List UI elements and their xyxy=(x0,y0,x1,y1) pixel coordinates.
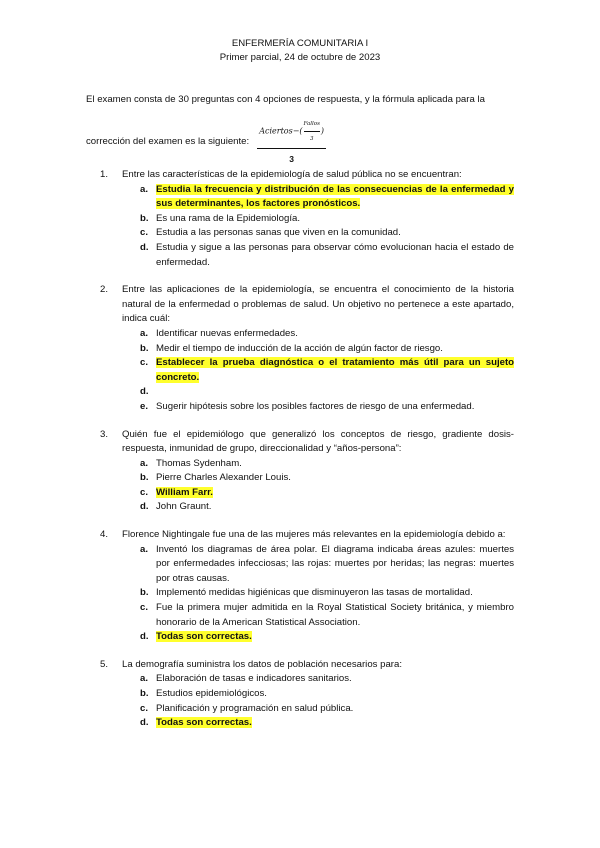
option-text: Estudia y sigue a las personas para observar cómo evolucionan hacia el estado de enfermedad. xyxy=(156,241,514,268)
option-letter: d. xyxy=(140,241,149,253)
option-d xyxy=(100,630,514,645)
question-3 xyxy=(100,428,514,516)
option-b xyxy=(100,342,514,357)
option-letter: b. xyxy=(140,587,149,599)
intro-line-2: corrección del examen es la siguiente: xyxy=(86,135,250,147)
question-text: La demografía suministra los datos de población necesarios para: xyxy=(122,658,402,670)
option-e xyxy=(100,400,514,415)
option-b xyxy=(100,212,514,227)
question-number: 4. xyxy=(100,529,109,541)
option-a xyxy=(100,327,514,342)
formula-aciertos: Aciertos−( xyxy=(259,126,303,136)
option-d xyxy=(100,716,514,731)
option-text: Identificar nuevas enfermedades. xyxy=(156,327,298,339)
option-list xyxy=(100,543,514,645)
option-c xyxy=(100,226,514,241)
question-2 xyxy=(100,283,514,414)
option-b xyxy=(100,687,514,702)
option-text: Medir el tiempo de inducción de la acción de algún factor de riesgo. xyxy=(156,342,443,354)
option-letter: b. xyxy=(140,472,149,484)
option-letter: a. xyxy=(140,327,149,339)
option-letter: e. xyxy=(140,400,149,412)
question-text: Quién fue el epidemiólogo que generalizó los conceptos de riesgo, gradiente dosis-respuesta, inmunidad de grupo, direccionalidad y “años-persona”: xyxy=(122,428,514,455)
option-a xyxy=(100,543,514,587)
option-a xyxy=(100,672,514,687)
option-letter: b. xyxy=(140,342,149,354)
scoring-formula xyxy=(257,117,326,166)
question-4 xyxy=(100,528,514,645)
option-letter: d. xyxy=(140,501,149,513)
option-c xyxy=(100,356,514,385)
option-letter: c. xyxy=(140,486,149,498)
option-a xyxy=(100,457,514,472)
option-letter: a. xyxy=(140,183,149,195)
correct-answer-text: Todas son correctas. xyxy=(156,631,252,643)
formula-denominator: 3 xyxy=(289,154,294,164)
option-letter: b. xyxy=(140,212,149,224)
option-text: Fue la primera mujer admitida en la Royal Statistical Society británica, y miembro honorario de la American Statistical Association. xyxy=(156,602,514,628)
option-text: Thomas Sydenham. xyxy=(156,457,242,469)
formula-fallos-divisor: 3 xyxy=(309,136,314,142)
option-letter: c. xyxy=(140,702,149,714)
correct-answer-text: William Farr. xyxy=(156,486,213,498)
option-text: Planificación y programación en salud pública. xyxy=(156,702,354,714)
option-list xyxy=(100,672,514,730)
option-text: Elaboración de tasas e indicadores sanitarios. xyxy=(156,673,352,685)
option-d xyxy=(100,241,514,270)
option-letter: c. xyxy=(140,602,149,614)
question-list xyxy=(100,168,514,744)
question-5 xyxy=(100,658,514,731)
question-text: Florence Nightingale fue una de las mujeres más relevantes en la epidemiología debido a: xyxy=(122,529,506,541)
question-text: Entre las aplicaciones de la epidemiología, se encuentra el conocimiento de la historia natural de la enfermedad o problemas de salud. Un objetivo no pertenece a este apartado, indica cuál: xyxy=(122,284,514,325)
option-letter: b. xyxy=(140,688,149,699)
option-b xyxy=(100,586,514,601)
formula-fallos: Fallos xyxy=(304,117,320,132)
option-letter: a. xyxy=(140,673,149,685)
question-number: 2. xyxy=(100,284,109,296)
option-d xyxy=(100,385,514,400)
option-c xyxy=(100,486,514,501)
intro-paragraph xyxy=(86,93,514,166)
question-number: 3. xyxy=(100,428,109,440)
option-text: John Graunt. xyxy=(156,501,212,513)
question-1 xyxy=(100,168,514,270)
question-number: 1. xyxy=(100,169,109,180)
option-d xyxy=(100,500,514,515)
option-text: Estudia a las personas sanas que viven en la comunidad. xyxy=(156,227,401,239)
option-letter: c. xyxy=(140,227,149,239)
option-b xyxy=(100,471,514,486)
correct-answer-text: Establecer la prueba diagnóstica o el tratamiento más útil para un sujeto concreto. xyxy=(156,357,514,383)
document-header xyxy=(0,37,600,65)
option-letter: d. xyxy=(140,386,149,398)
option-list xyxy=(100,183,514,271)
option-letter: c. xyxy=(140,357,149,369)
question-number: 5. xyxy=(100,658,109,670)
option-text: Implementó medidas higiénicas que disminuyeron las tasas de mortalidad. xyxy=(156,587,473,599)
option-text: Pierre Charles Alexander Louis. xyxy=(156,472,291,484)
exam-subtitle: Primer parcial, 24 de octubre de 2023 xyxy=(219,52,381,63)
option-text: Inventó los diagramas de área polar. El diagrama indicaba áreas azules: muertes por enfermedades infecciosas; las rojas: muertes por heridas; las negras: muertes por otras causas. xyxy=(156,543,514,584)
option-text: Sugerir hipótesis sobre los posibles factores de riesgo de una enfermedad. xyxy=(156,400,475,412)
option-letter: a. xyxy=(140,457,149,469)
correct-answer-text: Todas son correctas. xyxy=(156,717,252,729)
option-c xyxy=(100,702,514,717)
option-letter: d. xyxy=(140,631,149,643)
intro-line-1: El examen consta de 30 preguntas con 4 opciones de respuesta, y la fórmula aplicada para la xyxy=(86,94,485,105)
formula-close-paren: ) xyxy=(320,126,325,136)
question-text: Entre las características de la epidemiología de salud pública no se encuentran: xyxy=(122,169,462,180)
option-text: Es una rama de la Epidemiología. xyxy=(156,212,300,224)
correct-answer-text: Estudia la frecuencia y distribución de las consecuencias de la enfermedad y sus determinantes, los factores pronósticos. xyxy=(156,183,514,210)
option-a xyxy=(100,183,514,212)
option-text: Estudios epidemiológicos. xyxy=(156,688,267,699)
course-title: ENFERMERÍA COMUNITARIA I xyxy=(231,38,369,49)
option-c xyxy=(100,601,514,630)
option-list xyxy=(100,457,514,515)
option-list xyxy=(100,327,514,415)
option-letter: a. xyxy=(140,543,149,555)
option-letter: d. xyxy=(140,717,149,729)
